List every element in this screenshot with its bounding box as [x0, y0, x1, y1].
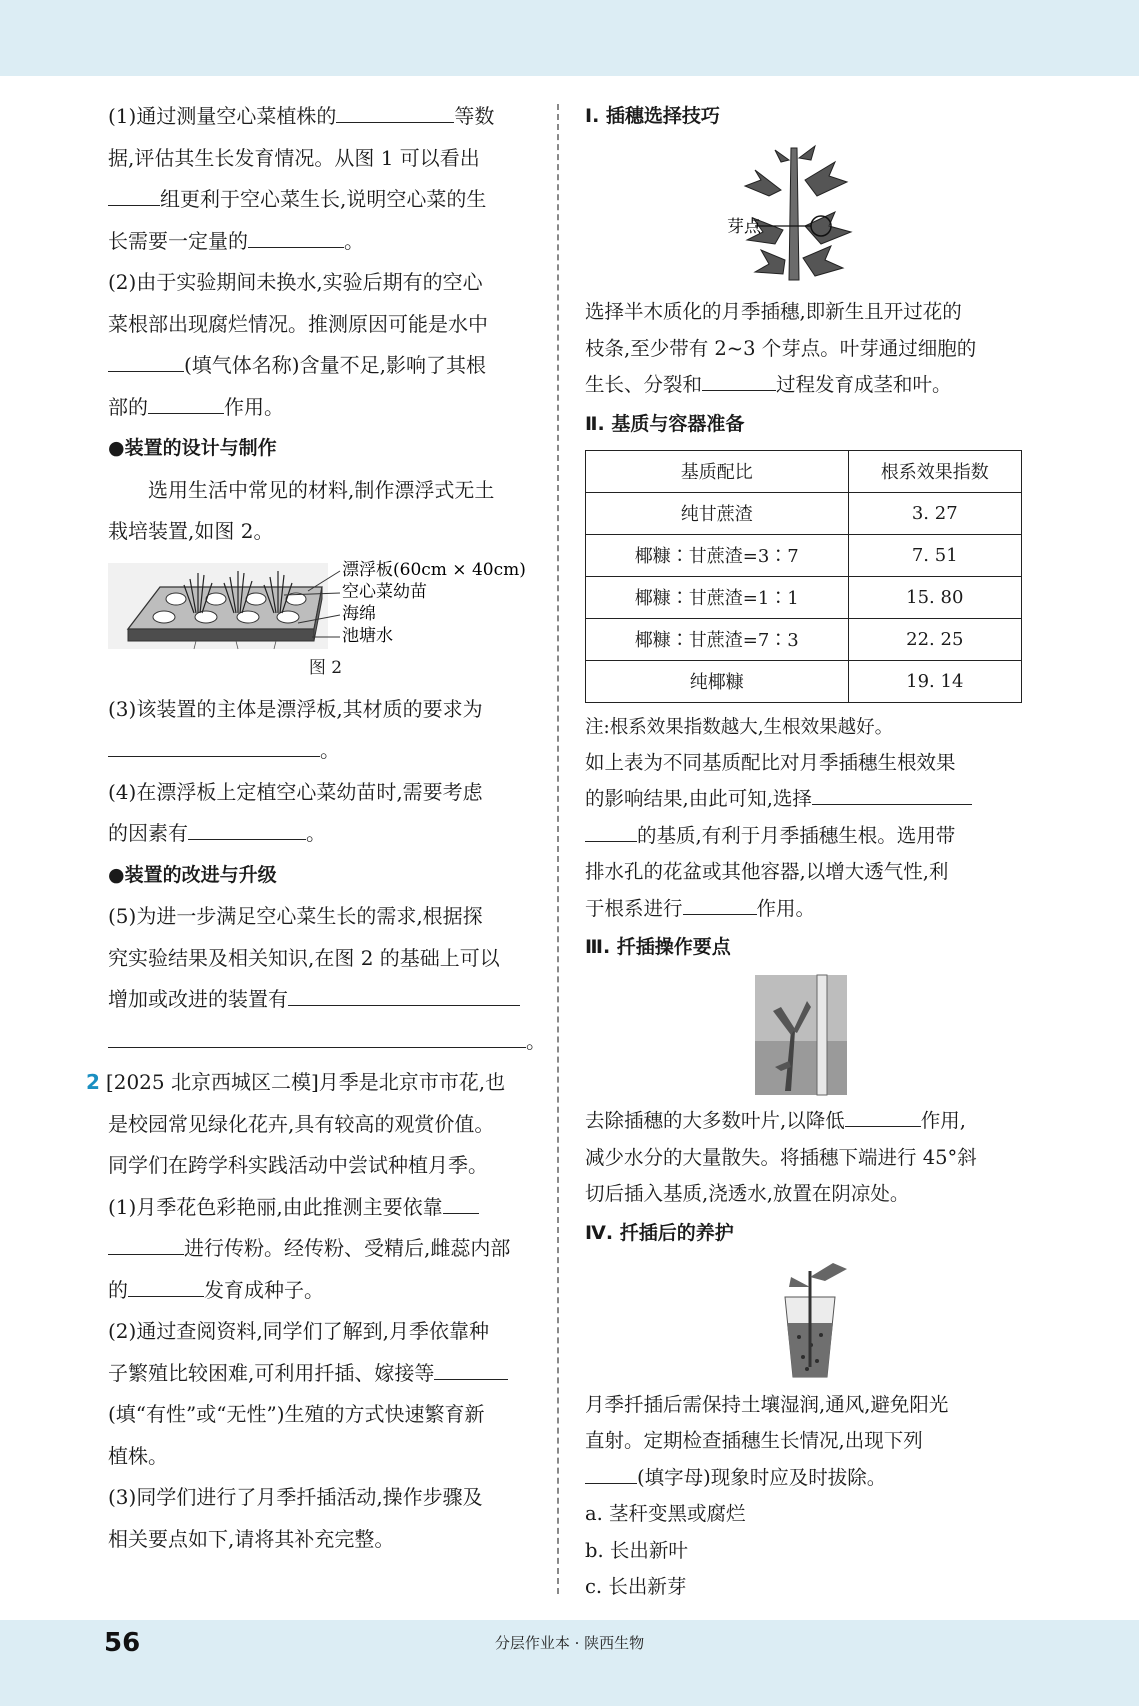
floating-board-figure [108, 553, 548, 649]
option-c: c. 长出新芽 [585, 1575, 687, 1598]
text-line [585, 781, 1022, 818]
text-line: 如上表为不同基质配比对月季插穗生根效果 [585, 750, 956, 774]
text: 。 [320, 738, 340, 762]
table-header: 基质配比 [586, 450, 849, 492]
answer-blank[interactable] [128, 1295, 204, 1297]
text: 等数 [454, 104, 495, 128]
text-line: 枝条,至少带有 2~3 个芽点。叶芽通过细胞的 [585, 336, 977, 360]
table-cell: 纯椰糠 [586, 660, 849, 702]
text: (填气体名称)含量不足,影响了其根 [184, 353, 486, 377]
text-line: 栽培装置,如图 2。 [108, 519, 274, 543]
answer-blank[interactable] [108, 1253, 184, 1255]
table-row [586, 660, 1022, 702]
figure-label: 池塘水 [342, 625, 393, 646]
answer-blank[interactable] [443, 1212, 479, 1214]
text-line: (填“有性”或“无性”)生殖的方式快速繁育新 [108, 1402, 485, 1426]
text-line [108, 179, 543, 221]
answer-blank[interactable] [108, 370, 184, 372]
table-cell: 7. 51 [848, 534, 1021, 576]
text: 作用, [920, 1109, 966, 1132]
text-line: 据,评估其生长发育情况。从图 1 可以看出 [108, 145, 480, 170]
table-row [586, 534, 1022, 576]
text: 部的 [108, 394, 148, 419]
text: 子繁殖比较困难,可利用扦插、嫁接等 [108, 1360, 435, 1385]
text: [2025 北京西城区二模]月季是北京市市花,也 [105, 1070, 506, 1094]
text: 。 [344, 228, 364, 253]
text-line [585, 818, 1022, 855]
answer-blank[interactable] [702, 389, 776, 391]
answer-blank[interactable] [585, 840, 637, 842]
text-line [108, 221, 543, 263]
text-line [108, 1021, 546, 1063]
table-row [586, 576, 1022, 618]
table-cell: 纯甘蔗渣 [586, 492, 849, 534]
text: 的 [108, 1277, 128, 1302]
text-line [86, 1062, 543, 1104]
text-line [585, 891, 1022, 928]
text-line: 减少水分的大量散失。将插穗下端进行 45°斜 [585, 1145, 977, 1169]
section-heading: Ⅱ. 基质与容器准备 [585, 412, 745, 435]
text: 长需要一定量的 [108, 228, 248, 253]
top-band [0, 0, 1139, 76]
answer-blank[interactable] [108, 204, 160, 206]
text-line: 植株。 [108, 1443, 168, 1468]
text-line: 是校园常见绿化花卉,具有较高的观赏价值。 [108, 1111, 495, 1136]
option-a: a. 茎秆变黑或腐烂 [585, 1502, 746, 1525]
text-line: 月季扦插后需保持土壤湿润,通风,避免阳光 [585, 1392, 949, 1416]
table-cell: 15. 80 [848, 576, 1021, 618]
section-heading: Ⅲ. 扦插操作要点 [585, 936, 731, 958]
text-line [108, 979, 543, 1021]
answer-blank[interactable] [845, 1125, 921, 1127]
text-line [108, 813, 543, 855]
text: (1)通过测量空心菜植株的 [108, 104, 337, 128]
text: 的基质,有利于月季插穗生根。选用带 [637, 823, 956, 847]
table-cell: 19. 14 [848, 660, 1021, 702]
answer-blank[interactable] [148, 412, 224, 414]
text-line [108, 1270, 543, 1312]
text: 过程发育成茎和叶。 [776, 373, 952, 396]
text-line: (5)为进一步满足空心菜生长的需求,根据探 [108, 904, 483, 928]
table-row [586, 492, 1022, 534]
answer-blank[interactable] [812, 803, 972, 805]
section-heading: ●装置的设计与制作 [108, 437, 277, 459]
text-line: (4)在漂浮板上定植空心菜幼苗时,需要考虑 [108, 779, 483, 804]
text-line [585, 1460, 1022, 1497]
answer-blank[interactable] [683, 913, 757, 915]
text-line: 究实验结果及相关知识,在图 2 的基础上可以 [108, 945, 500, 970]
text-line: 排水孔的花盆或其他容器,以增大透气性,利 [585, 860, 949, 883]
text-line: 菜根部出现腐烂情况。推测原因可能是水中 [108, 311, 488, 336]
text-line: (2)由于实验期间未换水,实验后期有的空心 [108, 270, 483, 294]
answer-blank[interactable] [336, 121, 454, 123]
footer-title: 分层作业本 · 陕西生物 [494, 1634, 645, 1652]
text: 增加或改进的装置有 [108, 987, 288, 1011]
text: 生长、分裂和 [585, 373, 703, 396]
left-column [86, 96, 546, 1560]
table-cell: 22. 25 [848, 618, 1021, 660]
answer-blank[interactable] [434, 1378, 508, 1380]
figure-caption: 图 2 [308, 657, 343, 678]
text: 的因素有 [108, 821, 188, 845]
answer-blank[interactable] [108, 755, 320, 757]
table-cell: 椰糠∶甘蔗渣=3∶7 [586, 534, 849, 576]
cutting-bud-photo [585, 140, 1022, 290]
page-number: 56 [104, 1628, 141, 1658]
text-line: 相关要点如下,请将其补充完整。 [108, 1526, 395, 1551]
section-heading: Ⅳ. 扦插后的养护 [585, 1221, 734, 1244]
right-column [585, 96, 1022, 1606]
text-line: 切后插入基质,浇透水,放置在阴凉处。 [585, 1182, 910, 1205]
text: (1)月季花色彩艳丽,由此推测主要依靠 [108, 1194, 443, 1219]
text-line [585, 367, 1022, 404]
figure-label: 漂浮板(60cm × 40cm) [342, 559, 526, 580]
answer-blank[interactable] [585, 1482, 637, 1484]
text-line: 同学们在跨学科实践活动中尝试种植月季。 [108, 1153, 488, 1177]
column-divider [557, 104, 559, 1594]
text: 去除插穗的大多数叶片,以降低 [585, 1109, 845, 1132]
figure-label: 海绵 [342, 603, 376, 624]
question-number: 2 [86, 1070, 100, 1094]
table-cell: 3. 27 [848, 492, 1021, 534]
text-line [108, 345, 543, 387]
text: 作用。 [224, 394, 284, 419]
text: 发育成种子。 [204, 1277, 324, 1302]
answer-blank[interactable] [288, 1004, 520, 1006]
substrate-table [585, 450, 1022, 703]
figure-label: 空心菜幼苗 [342, 581, 427, 602]
section-heading: ●装置的改进与升级 [108, 863, 277, 886]
text: 。 [526, 1028, 546, 1053]
text: (填字母)现象时应及时拔除。 [637, 1465, 887, 1489]
table-cell: 椰糠∶甘蔗渣=1∶1 [586, 576, 849, 618]
answer-blank[interactable] [188, 838, 306, 840]
table-header-row [586, 450, 1022, 492]
text-line [108, 96, 543, 138]
text-line [585, 1103, 1022, 1140]
text-line [108, 730, 543, 772]
text: 进行传粉。经传粉、受精后,雌蕊内部 [184, 1236, 511, 1260]
text: 组更利于空心菜生长,说明空心菜的生 [160, 187, 487, 211]
text-line [108, 1353, 543, 1395]
text-line [108, 1228, 543, 1270]
text: 。 [306, 821, 326, 845]
table-cell: 椰糠∶甘蔗渣=7∶3 [586, 618, 849, 660]
option-b: b. 长出新叶 [585, 1538, 688, 1562]
text-line: 直射。定期检查插穗生长情况,出现下列 [585, 1429, 923, 1452]
answer-blank[interactable] [248, 246, 344, 248]
cutting-photo [585, 971, 1022, 1097]
text-line: (2)通过查阅资料,同学们了解到,月季依靠种 [108, 1319, 490, 1343]
text: 的影响结果,由此可知,选择 [585, 787, 812, 810]
text: 作用。 [756, 896, 816, 920]
text-line: 选用生活中常见的材料,制作漂浮式无土 [148, 477, 495, 502]
bud-label: 芽点 [727, 217, 761, 237]
cutting-cup-photo [585, 1257, 1022, 1383]
table-header: 根系效果指数 [848, 450, 1021, 492]
answer-blank[interactable] [108, 1046, 526, 1048]
text: 于根系进行 [585, 896, 683, 920]
text-line [108, 1187, 543, 1229]
text-line: (3)同学们进行了月季扦插活动,操作步骤及 [108, 1485, 483, 1509]
text-line: 选择半木质化的月季插穗,即新生且开过花的 [585, 300, 962, 323]
section-heading: Ⅰ. 插穗选择技巧 [585, 105, 720, 127]
text-line: (3)该装置的主体是漂浮板,其材质的要求为 [108, 696, 483, 721]
text-line [108, 387, 543, 429]
table-row [586, 618, 1022, 660]
table-note: 注:根系效果指数越大,生根效果越好。 [585, 716, 894, 738]
